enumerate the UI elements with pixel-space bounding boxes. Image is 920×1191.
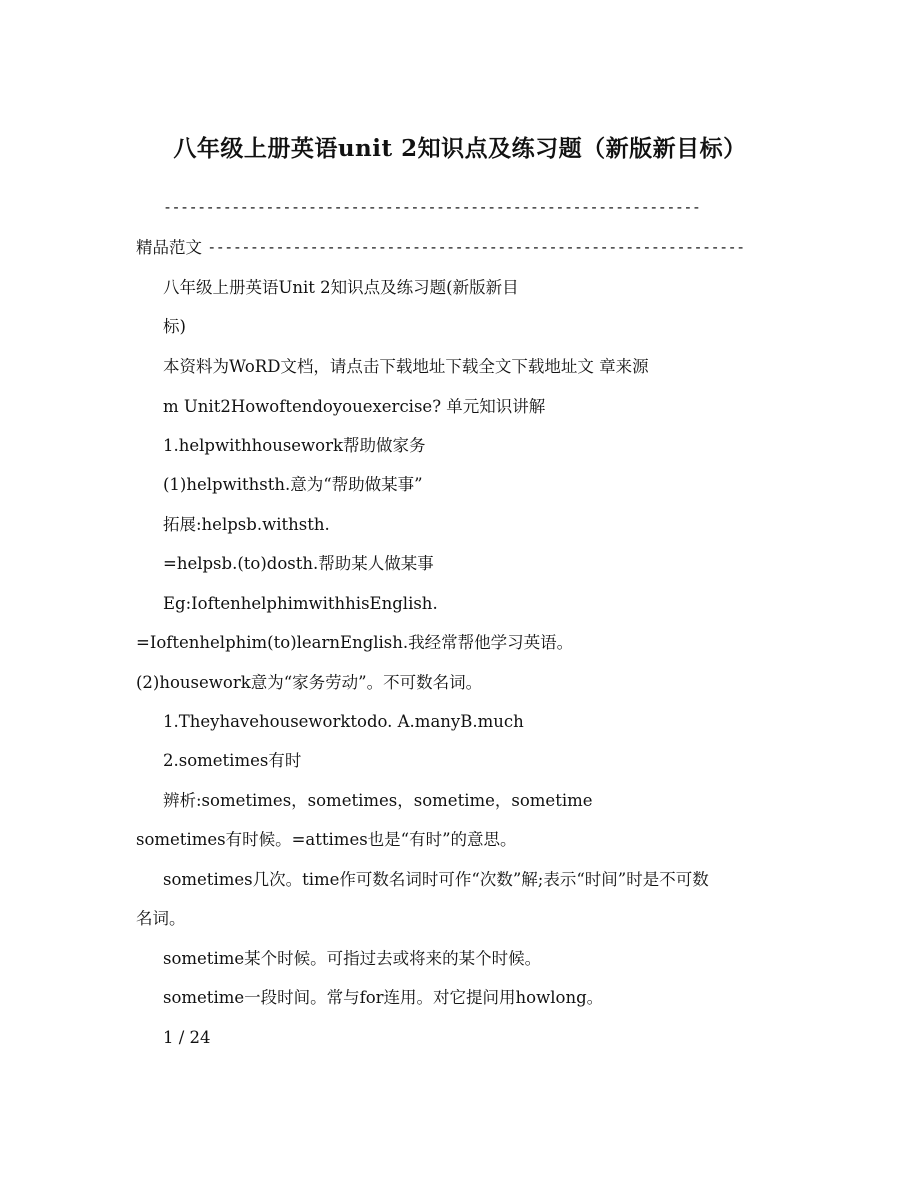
text-line: (1)helpwithsth.意为“帮助做某事”: [163, 475, 423, 494]
text-line: 拓展:helpsb.withsth.: [163, 515, 330, 534]
text-line: sometime某个时候。可指过去或将来的某个时候。: [163, 949, 542, 968]
text-line: 1.helpwithhousework帮助做家务: [163, 436, 426, 455]
text-line: (2)housework意为“家务劳动”。不可数名词。: [136, 673, 483, 692]
page-title: 八年级上册英语unit 2知识点及练习题（新版新目标）: [173, 135, 747, 162]
separator-line: ---------------------------------------------------------------: [163, 198, 701, 216]
category-line: [136, 236, 745, 260]
text-line: m Unit2Howoftendoyouexercise? 单元知识讲解: [163, 397, 546, 416]
text-line: Eg:IoftenhelphimwithhisEnglish.: [163, 594, 438, 613]
text-line: =Ioftenhelphim(to)learnEnglish.我经常帮他学习英语。: [136, 633, 574, 652]
text-line: 本资料为WoRD文档，请点击下载地址下载全文下载地址文 章来源: [163, 357, 649, 376]
text-line: sometimes有时候。=attimes也是“有时”的意思。: [136, 830, 517, 849]
text-line: =helpsb.(to)dosth.帮助某人做某事: [163, 554, 434, 573]
text-line: sometime一段时间。常与for连用。对它提问用howlong。: [163, 988, 604, 1007]
text-line: 2.sometimes有时: [163, 751, 302, 770]
text-line: 八年级上册英语Unit 2知识点及练习题(新版新目: [163, 278, 519, 297]
page-number: 1 / 24: [163, 1028, 211, 1047]
text-line: 名词。: [136, 909, 186, 928]
text-line: 辨析:sometimes，sometimes，sometime，sometime: [163, 791, 593, 810]
text-line: 标): [163, 317, 186, 336]
category-prefix: 精品范文: [136, 238, 202, 257]
category-dashes: ---------------------------------------------------------------: [207, 238, 745, 256]
text-line: sometimes几次。time作可数名词时可作“次数”解;表示“时间”时是不可数: [163, 870, 709, 889]
text-line: 1.Theyhavehouseworktodo. A.manyB.much: [163, 712, 524, 731]
